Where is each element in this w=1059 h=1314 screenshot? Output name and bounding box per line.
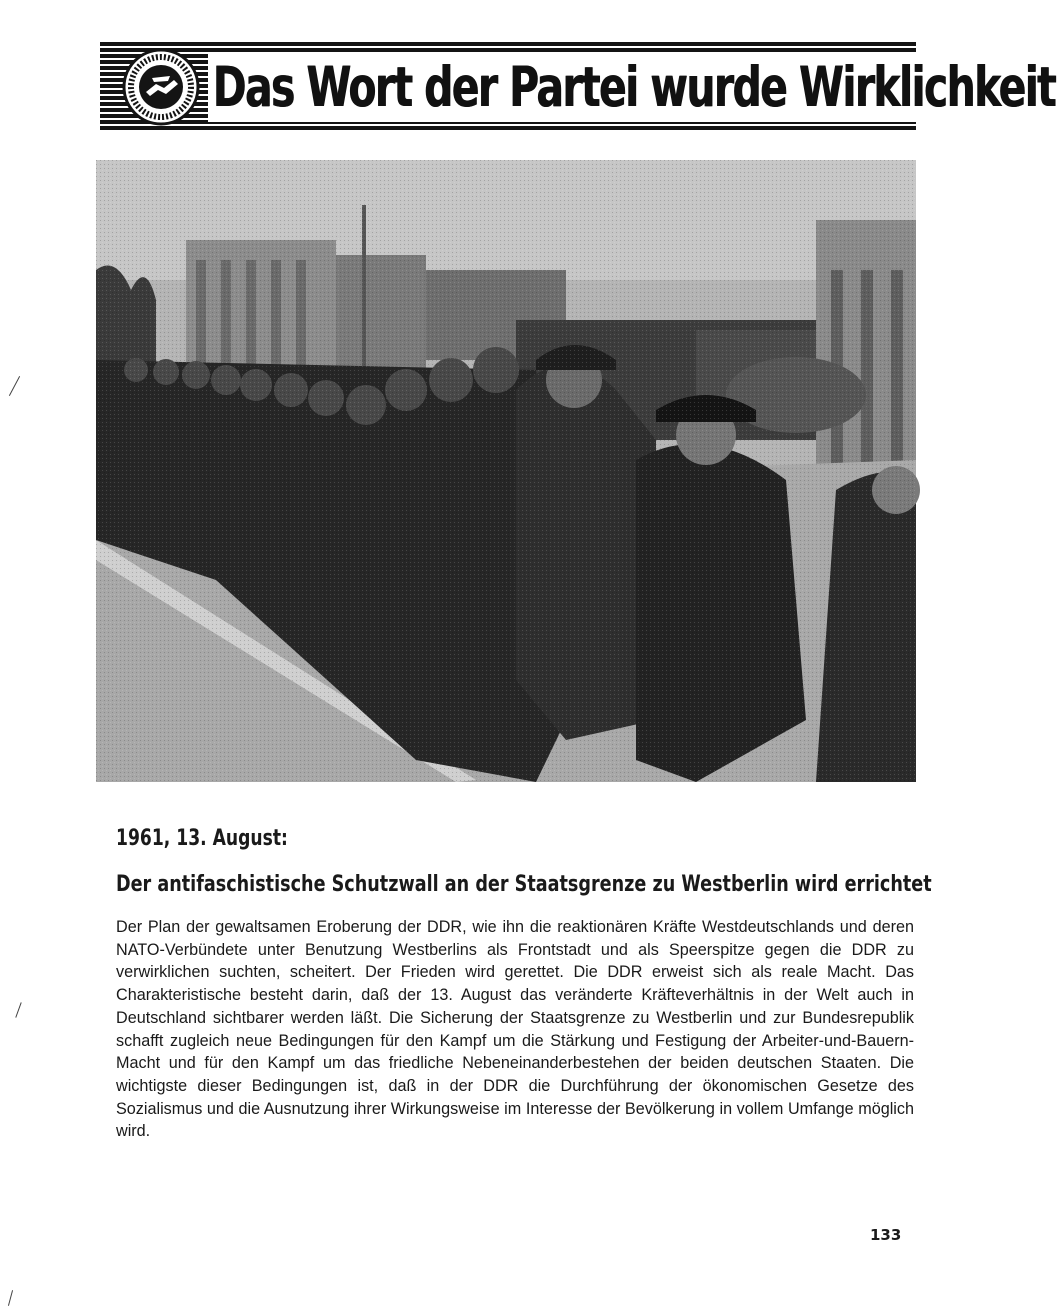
article-title: Der antifaschistische Schutzwall an der Staatsgrenze zu Westberlin wird errichtet: [116, 872, 932, 897]
militia-photo: [96, 160, 916, 782]
page-banner: [100, 42, 1055, 132]
margin-mark: [9, 376, 20, 396]
margin-mark: [8, 1290, 13, 1306]
page-number: 133: [870, 1226, 902, 1244]
banner-title: Das Wort der Partei wurde Wirklichkeit: [208, 52, 1059, 122]
party-emblem-icon: [122, 48, 200, 126]
margin-mark: [15, 1002, 21, 1017]
article-body: Der Plan der gewaltsamen Eroberung der DDR, wie ihn die reaktionären Kräfte Westdeutschlands und deren NATO-Verbündete unter Benutzung Westberlins als Frontstadt und als Speerspitze gegen die DDR zu verwirklichen suchten, scheitert. Der Frieden wird gerettet. Die DDR erweist sich als reale Macht. Das Charakteristische besteht darin, daß der 13. August das veränderte Kräfteverhältnis in der Welt auch in Deutschland sichtbarer werden läßt. Die Sicherung der Staatsgrenze zu Westberlin und zur Bundesrepublik schafft zugleich neue Bedingungen für den Kampf um die Stärkung und Festigung der Arbeiter-und-Bauern-Macht und für den Kampf um das friedliche Nebeneinanderbestehen der beiden deutschen Staaten. Die wichtigste dieser Bedingungen ist, daß in der DDR die Durchführung der ökonomischen Gesetze des Sozialismus und die Ausnutzung ihrer Wirkungsweise im Interesse der Bevölkerung in vollem Umfange möglich wird.: [116, 918, 914, 1141]
date-heading: 1961, 13. August:: [116, 826, 288, 851]
